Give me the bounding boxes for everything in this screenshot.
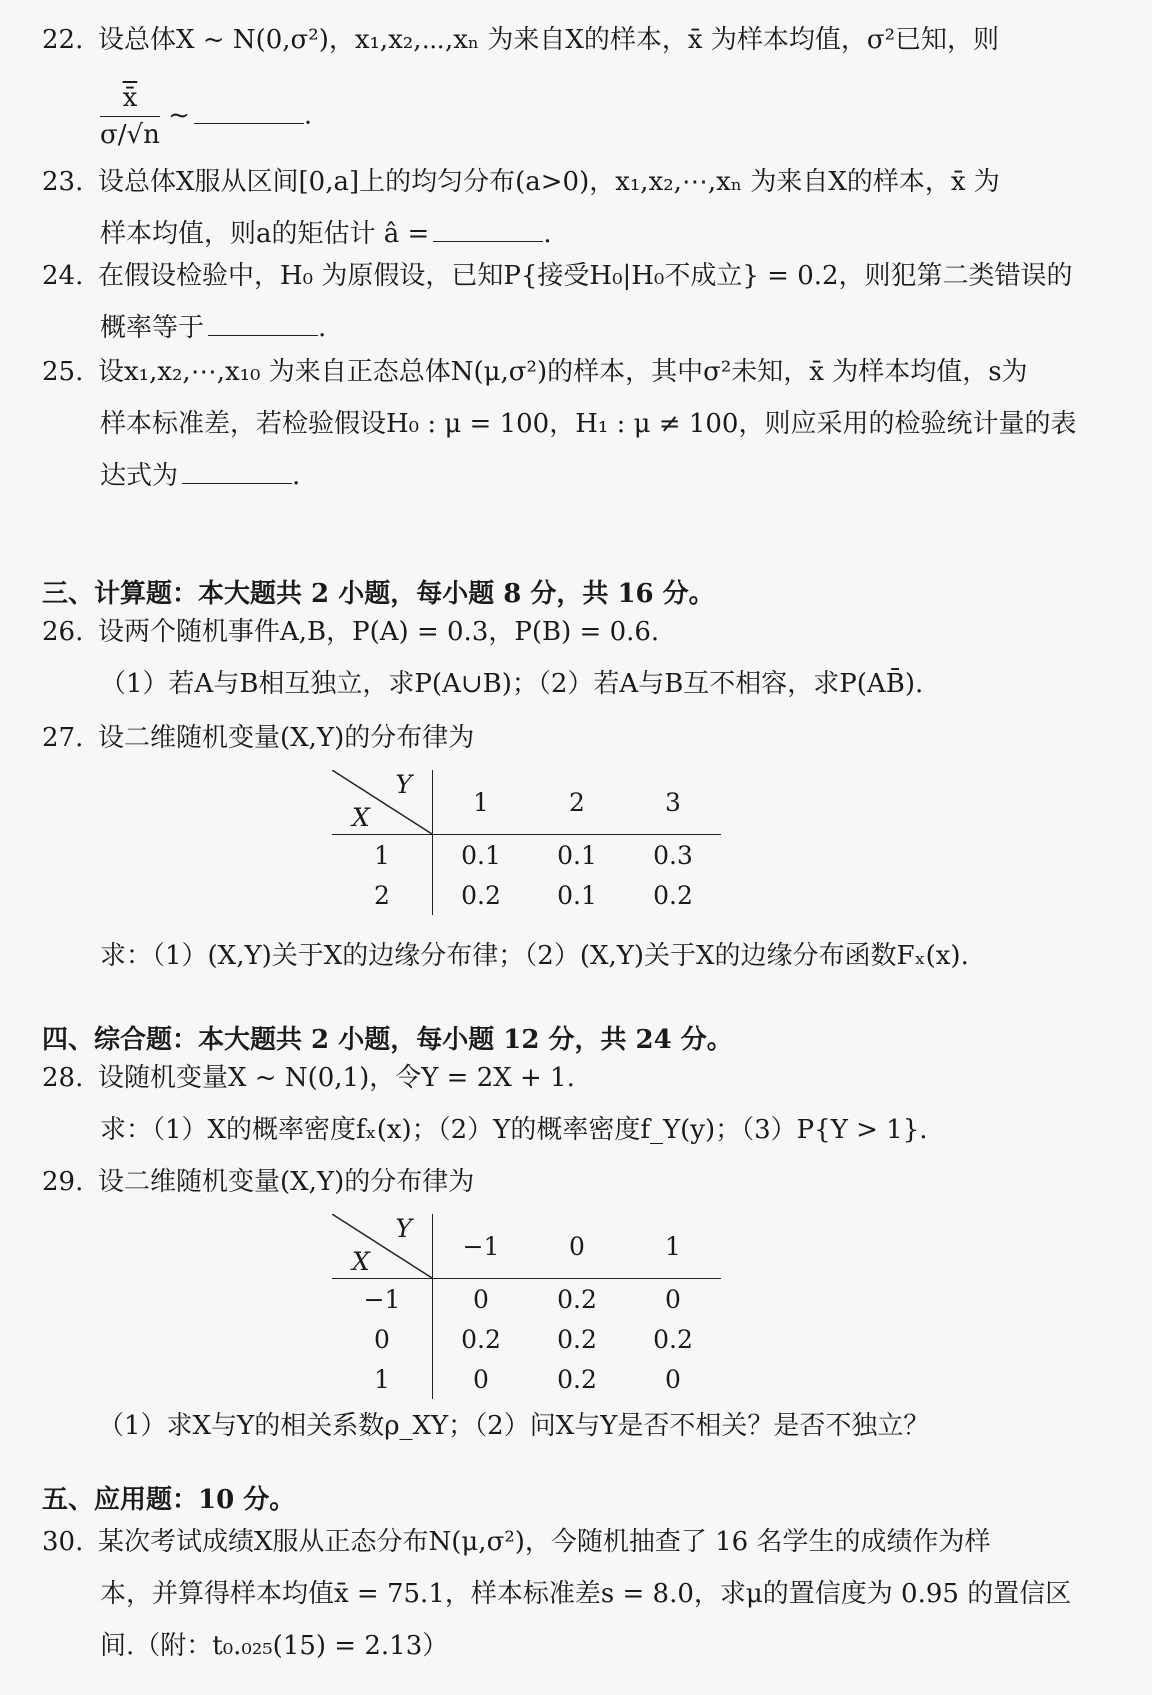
- question-23: [42, 156, 1122, 260]
- question-number: 24.: [42, 261, 84, 291]
- question-27-ask: 求：（1）(X,Y)关于X的边缘分布律；（2）(X,Y)关于X的边缘分布函数Fₓ(x).: [100, 941, 969, 971]
- question-number: 27.: [42, 723, 84, 753]
- table-cell: 0: [473, 1364, 489, 1394]
- question-number: 26.: [42, 617, 84, 647]
- fraction-numerator: x̄: [100, 80, 160, 117]
- question-24: [42, 250, 1122, 354]
- answer-blank[interactable]: [182, 455, 292, 484]
- section-5-heading: 五、应用题：10 分。: [42, 1485, 296, 1515]
- table-cell: 0.2: [461, 880, 501, 910]
- period: .: [318, 313, 327, 343]
- row-variable: X: [352, 1247, 370, 1276]
- question-number: 23.: [42, 167, 84, 197]
- question-30: [42, 1516, 1122, 1672]
- question-number: 30.: [42, 1527, 84, 1557]
- row-header: −1: [332, 1279, 433, 1320]
- table-cell: 0: [665, 1284, 681, 1314]
- table-row: [332, 835, 721, 876]
- row-variable: X: [352, 803, 370, 832]
- row-header: 0: [332, 1319, 433, 1359]
- answer-blank[interactable]: [208, 307, 318, 336]
- table-cell: 0.2: [653, 880, 693, 910]
- question-text-line2: 样本标准差，若检验假设H₀ : μ = 100，H₁ : μ ≠ 100，则应采用的检验统计量的表: [100, 409, 1077, 439]
- table-cell: 0: [473, 1284, 489, 1314]
- question-text-line1: 设x₁,x₂,⋯,x₁₀ 为来自正态总体N(μ,σ²)的样本，其中σ²未知，x̄ 为样本均值，s为: [98, 357, 1028, 387]
- table-row: [332, 1359, 721, 1399]
- question-number: 25.: [42, 357, 84, 387]
- table-cell: 0.2: [557, 1324, 597, 1354]
- question-text-line1: 某次考试成绩X服从正态分布N(μ,σ²)，今随机抽查了 16 名学生的成绩作为样: [98, 1527, 991, 1557]
- question-text-line1: 设二维随机变量(X,Y)的分布律为: [98, 723, 475, 753]
- question-text-line1: 在假设检验中，H₀ 为原假设，已知P{接受H₀|H₀不成立} = 0.2，则犯第二类错误的: [98, 261, 1073, 291]
- question-29: [42, 1156, 1122, 1208]
- question-28: [42, 1052, 1122, 1156]
- period: .: [303, 100, 313, 131]
- question-25: [42, 346, 1122, 502]
- answer-blank[interactable]: [433, 213, 543, 242]
- distribution-table-29: [332, 1214, 721, 1399]
- table-cell: 0.2: [653, 1324, 693, 1354]
- table-cell: 0.1: [461, 840, 501, 870]
- period: .: [543, 219, 552, 249]
- question-text-line1: 设总体X服从区间[0,a]上的均匀分布(a>0)，x₁,x₂,⋯,xₙ 为来自X的样本，x̄ 为: [98, 167, 1000, 197]
- column-header: −1: [433, 1214, 530, 1279]
- row-header: 2: [332, 875, 433, 915]
- question-text-line2: 概率等于: [100, 313, 205, 343]
- corner-cell: [332, 1214, 433, 1279]
- question-text: 设总体X ~ N(0,σ²)，x₁,x₂,⋯,xₙ 为来自X的样本，x̄ 为样本均值，σ²已知，则: [98, 25, 999, 55]
- table-row: [332, 1319, 721, 1359]
- question-text-line2: （1）若A与B相互独立，求P(A∪B)；（2）若A与B互不相容，求P(AB̄̄).: [100, 669, 924, 699]
- period: .: [292, 461, 301, 491]
- table-cell: 0.1: [557, 880, 597, 910]
- question-text-line1: 设随机变量X ~ N(0,1)，令Y = 2X + 1.: [98, 1063, 575, 1093]
- table-cell: 0.2: [557, 1284, 597, 1314]
- section-3-heading: 三、计算题：本大题共 2 小题，每小题 8 分，共 16 分。: [42, 579, 715, 609]
- question-number: 28.: [42, 1063, 84, 1093]
- question-29-ask: （1）求X与Y的相关系数ρ_XY；（2）问X与Y是否不相关？是否不独立？: [98, 1411, 930, 1441]
- fraction-denominator: σ/√n: [100, 120, 160, 150]
- table-cell: 0: [665, 1364, 681, 1394]
- table-cell: 0.2: [557, 1364, 597, 1394]
- table-cell: 0.3: [653, 840, 693, 870]
- row-header: 1: [332, 835, 433, 876]
- fraction: [100, 80, 160, 153]
- question-number: 22.: [42, 25, 84, 55]
- row-header: 1: [332, 1359, 433, 1399]
- column-header: 0: [529, 1214, 625, 1279]
- column-header: 3: [625, 770, 721, 835]
- column-header: 1: [625, 1214, 721, 1279]
- table-row: [332, 1279, 721, 1320]
- table-row: [332, 875, 721, 915]
- answer-blank[interactable]: [194, 95, 304, 124]
- question-22-formula: [42, 80, 1122, 153]
- distribution-table-27: [332, 770, 721, 915]
- question-text-line1: 设二维随机变量(X,Y)的分布律为: [98, 1167, 475, 1197]
- column-header: 2: [529, 770, 625, 835]
- question-text-line2: 本，并算得样本均值x̄ = 75.1，样本标准差s = 8.0，求μ的置信度为 0.95 的置信区: [100, 1579, 1072, 1609]
- table-cell: 0.1: [557, 840, 597, 870]
- question-text-line2: 样本均值，则a的矩估计 â =: [100, 219, 430, 249]
- column-variable: Y: [395, 770, 412, 799]
- column-header: 1: [433, 770, 530, 835]
- corner-cell: [332, 770, 433, 835]
- distributed-as: ~: [168, 100, 190, 131]
- table-cell: 0.2: [461, 1324, 501, 1354]
- question-22: [42, 14, 1122, 66]
- diagonal-divider: [332, 1214, 432, 1278]
- column-variable: Y: [395, 1214, 412, 1243]
- diagonal-divider: [332, 770, 432, 834]
- question-text-line2: 求：（1）X的概率密度fₓ(x)；（2）Y的概率密度f_Y(y)；（3）P{Y > 1}.: [100, 1115, 928, 1145]
- section-4-heading: 四、综合题：本大题共 2 小题，每小题 12 分，共 24 分。: [42, 1025, 733, 1055]
- question-number: 29.: [42, 1167, 84, 1197]
- question-27: [42, 712, 1122, 764]
- question-26: [42, 606, 1122, 710]
- question-text-line3: 达式为: [100, 461, 179, 491]
- question-text-line3: 间.（附：t₀.₀₂₅(15) = 2.13）: [100, 1631, 449, 1661]
- question-text-line1: 设两个随机事件A,B，P(A) = 0.3，P(B) = 0.6.: [98, 617, 660, 647]
